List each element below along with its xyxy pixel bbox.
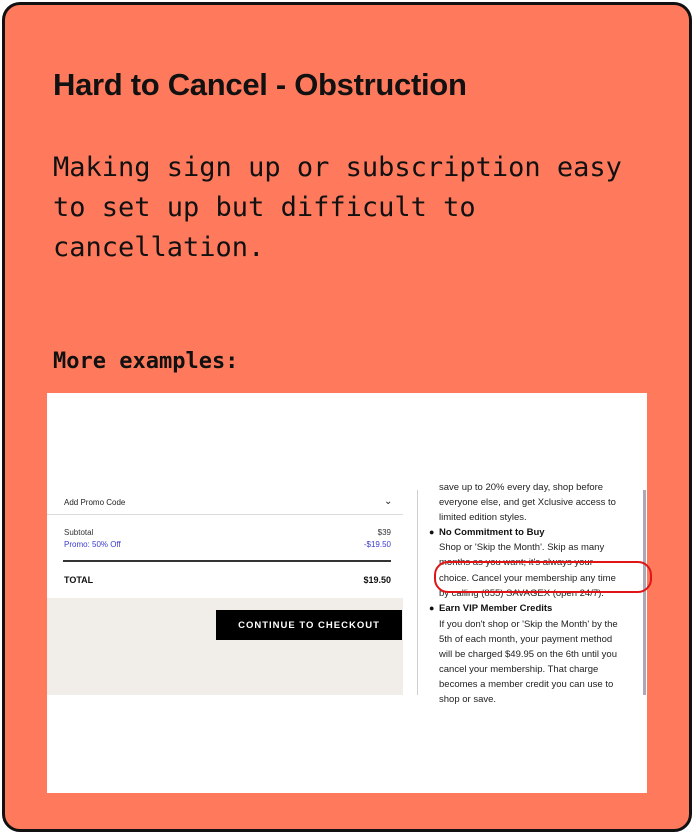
terms-line: everyone else, and get Xclusive access to [439, 497, 616, 508]
terms-line-cancel-phone: by calling (855) SAVAGEX (open 24/7). [439, 588, 604, 599]
total-label: TOTAL [64, 575, 94, 585]
terms-line-cancel: choice. Cancel your membership any time [439, 573, 616, 584]
divider [47, 514, 403, 515]
promo-line-value: -$19.50 [363, 540, 391, 549]
promo-line-label: Promo: 50% Off [64, 540, 121, 549]
total-value: $19.50 [363, 575, 391, 585]
terms-line: 5th of each month, your payment method [439, 634, 613, 645]
bullet-icon: ● [429, 527, 435, 537]
subtotal-value: $39 [377, 528, 391, 537]
bullet-icon: ● [429, 603, 435, 613]
terms-line: cancel your membership. That charge [439, 664, 599, 675]
column-divider [417, 490, 418, 695]
terms-heading: Earn VIP Member Credits [439, 603, 553, 614]
checkout-summary [47, 490, 403, 695]
total-divider [63, 560, 391, 562]
terms-line: becomes a member credit you can use to [439, 679, 614, 690]
terms-line: shop or save. [439, 694, 497, 705]
card-title: Hard to Cancel - Obstruction [53, 67, 467, 102]
terms-line: limited edition styles. [439, 512, 527, 523]
highlight-circle [434, 561, 652, 593]
subtotal-label: Subtotal [64, 528, 94, 537]
terms-line: save up to 20% every day, shop before [439, 482, 604, 493]
example-screenshot [47, 393, 647, 793]
card-description: Making sign up or subscription easy to set up but difficult to cancellation. [53, 152, 622, 263]
terms-line: months as you want; it's always your [439, 557, 593, 568]
order-summary-panel [47, 490, 403, 598]
terms-line: If you don't shop or 'Skip the Month' by the [439, 619, 618, 630]
examples-label: More examples: [53, 349, 239, 374]
terms-line: will be charged $49.95 on the 6th until you [439, 649, 617, 660]
scrollbar[interactable] [643, 490, 646, 695]
terms-heading: No Commitment to Buy [439, 527, 545, 538]
promo-code-toggle[interactable]: Add Promo Code [64, 498, 126, 507]
chevron-down-icon[interactable]: ⌄ [384, 496, 393, 507]
terms-line: Shop or 'Skip the Month'. Skip as many [439, 542, 605, 553]
continue-to-checkout-button[interactable]: CONTINUE TO CHECKOUT [216, 610, 402, 640]
